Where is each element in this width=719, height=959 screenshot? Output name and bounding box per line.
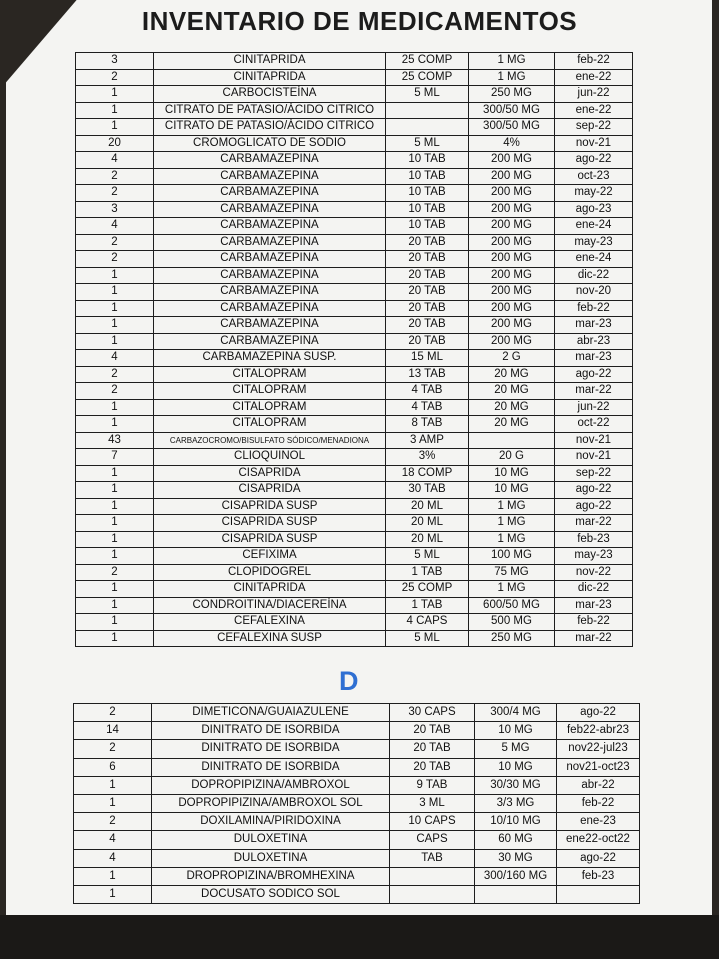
cell-expiry: dic-22 [555,581,633,598]
table-row [76,465,633,482]
cell-quantity: 1 [76,614,154,631]
cell-quantity: 2 [76,251,154,268]
cell-expiry: may-23 [555,234,633,251]
cell-presentation [386,102,469,119]
table-row [74,758,640,776]
cell-quantity: 4 [76,350,154,367]
cell-presentation: 25 COMP [386,53,469,70]
cell-quantity: 1 [76,399,154,416]
inventory-table-d [73,703,640,904]
cell-presentation [386,119,469,136]
cell-medication: DOPROPIPIZINA/AMBROXOL [152,776,390,794]
cell-medication: CEFALEXINA [154,614,386,631]
cell-medication: CINITAPRIDA [154,69,386,86]
cell-expiry: feb-23 [557,867,640,885]
cell-expiry: mar-23 [555,350,633,367]
cell-quantity: 1 [76,498,154,515]
cell-quantity: 1 [74,885,152,903]
cell-medication: CISAPRIDA SUSP [154,498,386,515]
table-row [76,614,633,631]
cell-presentation: 10 TAB [386,168,469,185]
cell-quantity: 1 [74,794,152,812]
cell-expiry: oct-23 [555,168,633,185]
cell-presentation: 20 TAB [386,234,469,251]
cell-quantity: 2 [76,168,154,185]
cell-presentation: 20 ML [386,531,469,548]
cell-medication: CARBAMAZEPINA [154,333,386,350]
cell-medication: CARBAMAZEPINA [154,168,386,185]
cell-presentation: 10 TAB [386,218,469,235]
cell-expiry: ago-23 [555,201,633,218]
cell-medication: CEFALEXINA SUSP [154,630,386,647]
cell-medication: DINITRATO DE ISORBIDA [152,758,390,776]
table-row [76,168,633,185]
cell-medication: CISAPRIDA [154,465,386,482]
cell-expiry: feb-22 [557,794,640,812]
cell-medication: CISAPRIDA SUSP [154,515,386,532]
cell-quantity: 1 [76,267,154,284]
cell-expiry: sep-22 [555,119,633,136]
cell-medication: DIMETICONA/GUAIAZULENE [152,704,390,722]
cell-dose: 1 MG [469,531,555,548]
cell-dose: 600/50 MG [469,597,555,614]
cell-expiry: ago-22 [555,498,633,515]
cell-medication: CARBAMAZEPINA [154,152,386,169]
cell-dose: 60 MG [475,831,557,849]
cell-presentation: 5 ML [386,135,469,152]
table-row [76,284,633,301]
cell-expiry: dic-22 [555,267,633,284]
cell-medication: CLOPIDOGREL [154,564,386,581]
cell-expiry: abr-22 [557,776,640,794]
table-row [76,449,633,466]
cell-dose: 1 MG [469,515,555,532]
cell-quantity: 4 [74,831,152,849]
cell-presentation: 3 AMP [386,432,469,449]
cell-dose: 10/10 MG [475,813,557,831]
table-row [74,867,640,885]
cell-medication: CITALOPRAM [154,366,386,383]
cell-medication: CARBAMAZEPINA SUSP. [154,350,386,367]
cell-quantity: 1 [76,597,154,614]
cell-dose: 200 MG [469,251,555,268]
cell-presentation: 3 ML [390,794,475,812]
cell-dose: 75 MG [469,564,555,581]
table-row [76,498,633,515]
cell-expiry: ene-24 [555,251,633,268]
cell-expiry: oct-22 [555,416,633,433]
table-row [76,86,633,103]
cell-dose: 200 MG [469,234,555,251]
cell-quantity: 2 [74,813,152,831]
cell-presentation: 4 CAPS [386,614,469,631]
table-row [76,581,633,598]
cell-dose: 300/50 MG [469,102,555,119]
cell-dose: 1 MG [469,581,555,598]
table-row [76,350,633,367]
cell-expiry: feb-22 [555,53,633,70]
cell-presentation: 20 ML [386,498,469,515]
cell-expiry: mar-22 [555,630,633,647]
cell-presentation: 4 TAB [386,383,469,400]
cell-expiry: mar-23 [555,317,633,334]
cell-presentation: 25 COMP [386,69,469,86]
table-row [76,185,633,202]
cell-dose [469,432,555,449]
cell-quantity: 1 [76,317,154,334]
cell-presentation: 20 TAB [386,333,469,350]
cell-dose: 20 MG [469,399,555,416]
cell-dose: 10 MG [469,465,555,482]
cell-presentation: 20 TAB [386,267,469,284]
cell-dose: 30/30 MG [475,776,557,794]
cell-dose: 10 MG [475,758,557,776]
cell-medication: CISAPRIDA [154,482,386,499]
cell-presentation: 4 TAB [386,399,469,416]
cell-quantity: 1 [76,300,154,317]
cell-quantity: 6 [74,758,152,776]
cell-medication: CARBAZOCROMO/BISULFATO SÓDICO/MENADIONA [154,432,386,449]
cell-expiry: ene-24 [555,218,633,235]
cell-expiry: nov-20 [555,284,633,301]
table-row [76,251,633,268]
cell-dose: 200 MG [469,185,555,202]
cell-expiry: feb22-abr23 [557,722,640,740]
cell-expiry: ago-22 [555,482,633,499]
cell-medication: CARBOCISTEÍNA [154,86,386,103]
cell-expiry: jun-22 [555,86,633,103]
cell-quantity: 2 [76,234,154,251]
cell-expiry: sep-22 [555,465,633,482]
cell-dose: 200 MG [469,333,555,350]
cell-dose: 200 MG [469,300,555,317]
cell-medication: CITALOPRAM [154,383,386,400]
cell-medication: CARBAMAZEPINA [154,234,386,251]
table-row [76,317,633,334]
cell-presentation: 20 ML [386,515,469,532]
cell-quantity: 1 [74,776,152,794]
cell-dose: 500 MG [469,614,555,631]
cell-dose: 1 MG [469,498,555,515]
table-row [74,831,640,849]
cell-dose: 2 G [469,350,555,367]
table-row [74,885,640,903]
table-row [76,53,633,70]
cell-expiry: nov-21 [555,432,633,449]
cell-presentation: 30 TAB [386,482,469,499]
cell-medication: DINITRATO DE ISORBIDA [152,740,390,758]
cell-presentation: 10 CAPS [390,813,475,831]
cell-expiry: feb-23 [555,531,633,548]
cell-presentation: 8 TAB [386,416,469,433]
cell-dose: 3/3 MG [475,794,557,812]
table-row [74,813,640,831]
cell-presentation: 20 TAB [390,740,475,758]
cell-expiry: ago-22 [557,704,640,722]
cell-medication: CITALOPRAM [154,399,386,416]
table-row [76,597,633,614]
cell-dose: 1 MG [469,69,555,86]
cell-presentation: 13 TAB [386,366,469,383]
cell-medication: CARBAMAZEPINA [154,185,386,202]
table-row [76,432,633,449]
cell-presentation: 20 TAB [386,284,469,301]
cell-presentation: 5 ML [386,86,469,103]
cell-presentation: 5 ML [386,548,469,565]
cell-quantity: 1 [76,482,154,499]
cell-quantity: 1 [76,416,154,433]
cell-expiry: nov-21 [555,135,633,152]
cell-expiry: mar-23 [555,597,633,614]
cell-expiry: nov22-jul23 [557,740,640,758]
cell-expiry: ene22-oct22 [557,831,640,849]
cell-dose: 100 MG [469,548,555,565]
cell-expiry: feb-22 [555,614,633,631]
cell-expiry: abr-23 [555,333,633,350]
cell-expiry: may-22 [555,185,633,202]
table-row [74,722,640,740]
cell-presentation: 9 TAB [390,776,475,794]
table-row [76,102,633,119]
cell-quantity: 1 [74,867,152,885]
cell-dose: 10 MG [469,482,555,499]
cell-presentation: 25 COMP [386,581,469,598]
cell-quantity: 2 [76,69,154,86]
cell-quantity: 4 [76,218,154,235]
cell-medication: DULOXETINA [152,831,390,849]
cell-quantity: 3 [76,201,154,218]
cell-dose: 30 MG [475,849,557,867]
cell-medication: DOPROPIPIZINA/AMBROXOL SOL [152,794,390,812]
cell-medication: CEFIXIMA [154,548,386,565]
cell-presentation: TAB [390,849,475,867]
table-row [76,234,633,251]
cell-presentation: 30 CAPS [390,704,475,722]
cell-medication: CITRATO DE PATASIO/ÁCIDO CITRICO [154,102,386,119]
cell-medication: DULOXETINA [152,849,390,867]
table-row [76,201,633,218]
table-row [74,776,640,794]
table-row [74,849,640,867]
table-row [74,794,640,812]
cell-quantity: 1 [76,465,154,482]
cell-medication: CINITAPRIDA [154,53,386,70]
cell-presentation: 20 TAB [390,758,475,776]
cell-medication: CITALOPRAM [154,416,386,433]
table-row [76,416,633,433]
cell-presentation: 18 COMP [386,465,469,482]
table-row [76,152,633,169]
cell-quantity: 20 [76,135,154,152]
cell-dose: 300/50 MG [469,119,555,136]
cell-medication: CLIOQUINOL [154,449,386,466]
cell-quantity: 2 [76,185,154,202]
cell-dose: 200 MG [469,218,555,235]
table-surface [0,915,719,959]
cell-presentation: 1 TAB [386,564,469,581]
cell-expiry: ago-22 [557,849,640,867]
table-row [76,399,633,416]
cell-presentation: 20 TAB [386,317,469,334]
cell-presentation: 20 TAB [390,722,475,740]
cell-medication: CARBAMAZEPINA [154,201,386,218]
cell-dose: 5 MG [475,740,557,758]
cell-expiry: mar-22 [555,515,633,532]
cell-presentation [390,867,475,885]
table-row [76,366,633,383]
cell-presentation: 20 TAB [386,300,469,317]
cell-quantity: 1 [76,102,154,119]
cell-presentation: 20 TAB [386,251,469,268]
table-row [76,548,633,565]
cell-medication: CARBAMAZEPINA [154,218,386,235]
inventory-table-c [75,52,633,647]
cell-quantity: 2 [76,366,154,383]
cell-dose: 200 MG [469,201,555,218]
cell-quantity: 1 [76,515,154,532]
cell-medication: CINITAPRIDA [154,581,386,598]
cell-quantity: 1 [76,531,154,548]
cell-dose: 20 MG [469,383,555,400]
cell-expiry: jun-22 [555,399,633,416]
cell-dose: 10 MG [475,722,557,740]
cell-presentation: 3% [386,449,469,466]
cell-dose: 250 MG [469,630,555,647]
cell-dose: 300/160 MG [475,867,557,885]
cell-quantity: 4 [76,152,154,169]
cell-medication: CARBAMAZEPINA [154,251,386,268]
cell-medication: CITRATO DE PATASIO/ÁCIDO CITRICO [154,119,386,136]
table-row [76,119,633,136]
cell-medication: CARBAMAZEPINA [154,317,386,334]
page-title: INVENTARIO DE MEDICAMENTOS [141,6,578,36]
table-row [74,740,640,758]
cell-dose: 1 MG [469,53,555,70]
cell-dose: 20 MG [469,366,555,383]
cell-expiry: ene-23 [557,813,640,831]
cell-dose: 20 MG [469,416,555,433]
cell-dose: 20 G [469,449,555,466]
cell-quantity: 2 [76,383,154,400]
cell-quantity: 7 [76,449,154,466]
cell-presentation: 1 TAB [386,597,469,614]
cell-dose: 200 MG [469,267,555,284]
cell-medication: DROPROPIZINA/BROMHEXINA [152,867,390,885]
cell-medication: CROMOGLICATO DE SODIO [154,135,386,152]
table-row [76,135,633,152]
cell-quantity: 14 [74,722,152,740]
table-row [76,267,633,284]
cell-medication: DOXILAMINA/PIRIDOXINA [152,813,390,831]
table-row [76,333,633,350]
cell-quantity: 1 [76,581,154,598]
cell-presentation: 15 ML [386,350,469,367]
table-row [76,482,633,499]
cell-expiry: mar-22 [555,383,633,400]
cell-quantity: 1 [76,284,154,301]
cell-expiry: may-23 [555,548,633,565]
table-row [76,531,633,548]
cell-quantity: 4 [74,849,152,867]
cell-expiry [557,885,640,903]
cell-presentation: 5 ML [386,630,469,647]
cell-expiry: nov21-oct23 [557,758,640,776]
cell-medication: DOCUSATO SODICO SOL [152,885,390,903]
cell-presentation: 10 TAB [386,185,469,202]
cell-presentation: 10 TAB [386,152,469,169]
table-row [76,218,633,235]
table-row [76,300,633,317]
cell-dose: 200 MG [469,168,555,185]
cell-dose: 300/4 MG [475,704,557,722]
cell-medication: CISAPRIDA SUSP [154,531,386,548]
cell-expiry: ago-22 [555,152,633,169]
cell-dose: 250 MG [469,86,555,103]
cell-quantity: 1 [76,119,154,136]
table-row [76,564,633,581]
cell-dose [475,885,557,903]
table-row [76,630,633,647]
cell-dose: 200 MG [469,317,555,334]
cell-medication: CARBAMAZEPINA [154,284,386,301]
cell-dose: 4% [469,135,555,152]
cell-quantity: 2 [74,740,152,758]
cell-dose: 200 MG [469,284,555,301]
table-row [74,704,640,722]
cell-quantity: 1 [76,86,154,103]
cell-expiry: ene-22 [555,69,633,86]
cell-medication: CARBAMAZEPINA [154,267,386,284]
table-row [76,383,633,400]
cell-presentation [390,885,475,903]
cell-quantity: 1 [76,630,154,647]
cell-medication: CARBAMAZEPINA [154,300,386,317]
cell-expiry: nov-22 [555,564,633,581]
cell-quantity: 2 [74,704,152,722]
cell-quantity: 1 [76,333,154,350]
cell-quantity: 2 [76,564,154,581]
cell-quantity: 3 [76,53,154,70]
cell-presentation: 10 TAB [386,201,469,218]
cell-medication: DINITRATO DE ISORBIDA [152,722,390,740]
cell-presentation: CAPS [390,831,475,849]
cell-expiry: nov-21 [555,449,633,466]
cell-quantity: 43 [76,432,154,449]
table-row [76,69,633,86]
cell-dose: 200 MG [469,152,555,169]
table-row [76,515,633,532]
cell-medication: CONDROITINA/DIACEREÍNA [154,597,386,614]
section-letter-d: D [339,666,359,696]
cell-expiry: feb-22 [555,300,633,317]
cell-expiry: ene-22 [555,102,633,119]
cell-expiry: ago-22 [555,366,633,383]
cell-quantity: 1 [76,548,154,565]
